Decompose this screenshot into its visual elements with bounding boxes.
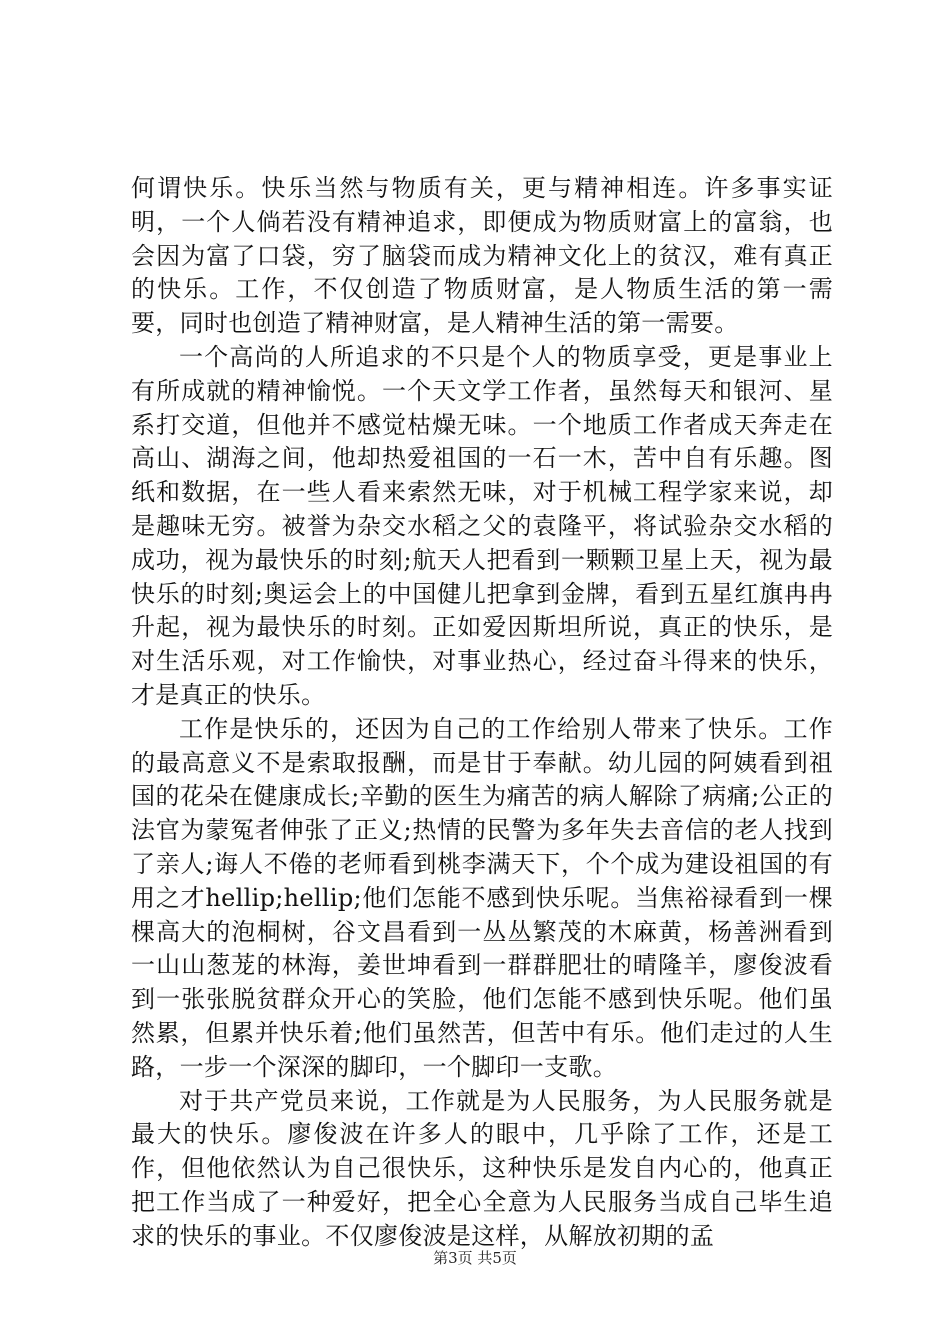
paragraph-2: 一个高尚的人所追求的不只是个人的物质享受，更是事业上有所成就的精神愉悦。一个天文学工作者，虽然每天和银河、星系打交道，但他并不感觉枯燥无味。一个地质工作者成天奔走在高山、湖海之间，他却热爱祖国的一石一木，苦中自有乐趣。图纸和数据，在一些人看来索然无味，对于机械工程学家来说，却是趣味无穷。被誉为杂交水稻之父的袁隆平，将试验杂交水稻的成功，视为最快乐的时刻;航天人把看到一颗颗卫星上天，视为最快乐的时刻;奥运会上的中国健儿把拿到金牌，看到五星红旗冉冉升起，视为最快乐的时刻。正如爱因斯坦所说，真正的快乐，是对生活乐观，对工作愉快，对事业热心，经过奋斗得来的快乐，才是真正的快乐。 (131, 342, 833, 709)
body-text (131, 172, 833, 1254)
paragraph-1: 何谓快乐。快乐当然与物质有关，更与精神相连。许多事实证明，一个人倘若没有精神追求，即便成为物质财富上的富翁，也会因为富了口袋，穷了脑袋而成为精神文化上的贫汉，难有真正的快乐。工作，不仅创造了物质财富，是人物质生活的第一需要，同时也创造了精神财富，是人精神生活的第一需要。 (131, 174, 833, 338)
paragraph-3: 工作是快乐的，还因为自己的工作给别人带来了快乐。工作的最高意义不是索取报酬，而是甘于奉献。幼儿园的阿姨看到祖国的花朵在健康成长;辛勤的医生为痛苦的病人解除了病痛;公正的法官为蒙冤者伸张了正义;热情的民警为多年失去音信的老人找到了亲人;诲人不倦的老师看到桃李满天下，个个成为建设祖国的有用之才hellip;hellip;他们怎能不感到快乐呢。当焦裕禄看到一棵棵高大的泡桐树，谷文昌看到一丛丛繁茂的木麻黄，杨善洲看到一山山葱茏的林海，姜世坤看到一群群肥壮的晴隆羊，廖俊波看到一张张脱贫群众开心的笑脸，他们怎能不感到快乐呢。他们虽然累，但累并快乐着;他们虽然苦，但苦中有乐。他们走过的人生路，一步一个深深的脚印，一个脚印一支歌。 (131, 714, 833, 1081)
page-number-footer: 第3页 共5页 (433, 1249, 517, 1267)
paragraph-4: 对于共产党员来说，工作就是为人民服务，为人民服务就是最大的快乐。廖俊波在许多人的眼中，几乎除了工作，还是工作，但他依然认为自己很快乐，这种快乐是发自内心的，他真正把工作当成了一种爱好，把全心全意为人民服务当成自己毕生追求的快乐的事业。不仅廖俊波是这样，从解放初期的孟 (131, 1086, 833, 1250)
